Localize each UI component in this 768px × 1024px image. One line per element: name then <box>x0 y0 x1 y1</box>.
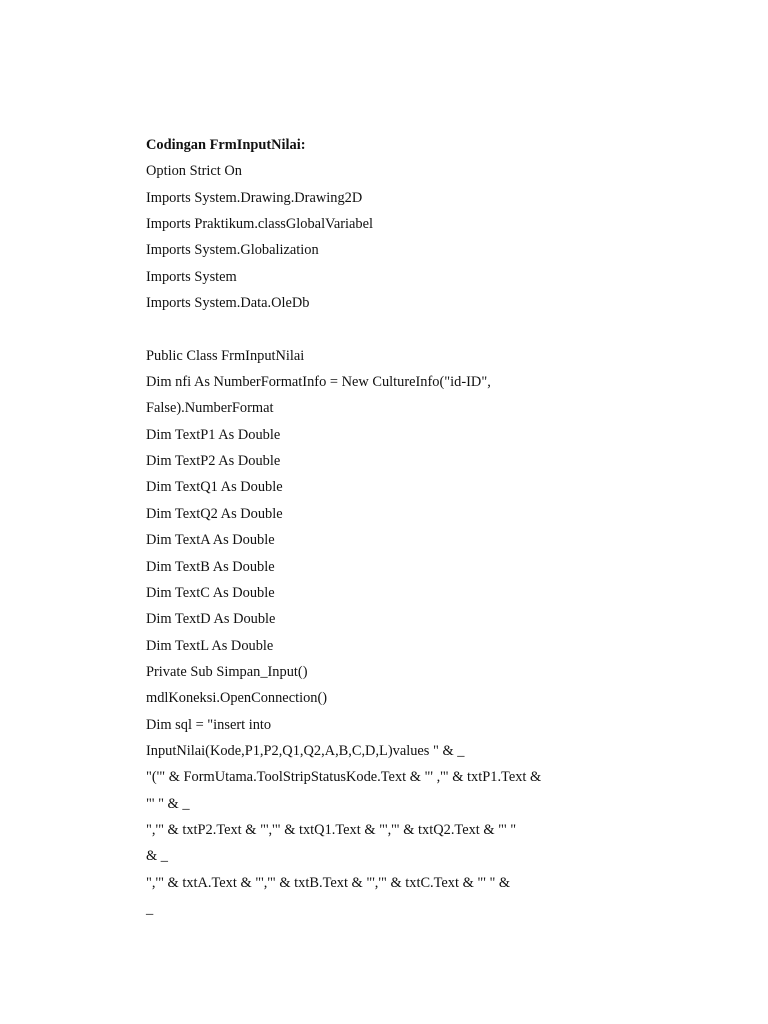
code-line: Dim TextB As Double <box>146 558 275 575</box>
code-line: Imports System.Drawing.Drawing2D <box>146 189 363 206</box>
code-line: Dim TextQ1 As Double <box>146 479 283 496</box>
document-title: Codingan FrmInputNilai: <box>146 137 306 153</box>
code-line: Dim TextQ2 As Double <box>146 505 283 522</box>
code-line: Imports Praktikum.classGlobalVariabel <box>146 216 374 233</box>
code-line: ",'" & txtA.Text & "','" & txtB.Text & "','" & txtC.Text & "' " & <box>146 874 511 891</box>
code-line: Dim TextA As Double <box>146 532 275 549</box>
code-line: _ <box>146 900 154 917</box>
code-line: "('" & FormUtama.ToolStripStatusKode.Text & "' ,'" & txtP1.Text & <box>146 769 542 786</box>
code-line: Dim sql = "insert into <box>146 716 272 733</box>
code-line: ",'" & txtP2.Text & "','" & txtQ1.Text & "','" & txtQ2.Text & "' " <box>146 821 517 838</box>
code-line: Private Sub Simpan_Input() <box>146 663 308 680</box>
blank-line <box>146 316 546 342</box>
code-line: Imports System.Data.OleDb <box>146 295 310 312</box>
code-line: "' " & _ <box>146 795 190 812</box>
code-line: InputNilai(Kode,P1,P2,Q1,Q2,A,B,C,D,L)values " & _ <box>146 742 465 759</box>
code-line: Dim TextD As Double <box>146 611 276 628</box>
code-line: & _ <box>146 848 168 865</box>
code-line: Dim TextC As Double <box>146 584 275 601</box>
code-listing <box>146 132 546 922</box>
code-line: Option Strict On <box>146 163 242 180</box>
code-line: Imports System <box>146 268 237 285</box>
code-line: Dim TextP2 As Double <box>146 453 281 470</box>
code-line: Dim TextP1 As Double <box>146 426 281 443</box>
code-line: Imports System.Globalization <box>146 242 319 259</box>
code-line: False).NumberFormat <box>146 400 274 417</box>
code-line: Public Class FrmInputNilai <box>146 347 305 364</box>
code-line: Dim nfi As NumberFormatInfo = New CultureInfo("id-ID", <box>146 374 491 391</box>
code-line: mdlKoneksi.OpenConnection() <box>146 690 328 707</box>
code-line: Dim TextL As Double <box>146 637 274 654</box>
